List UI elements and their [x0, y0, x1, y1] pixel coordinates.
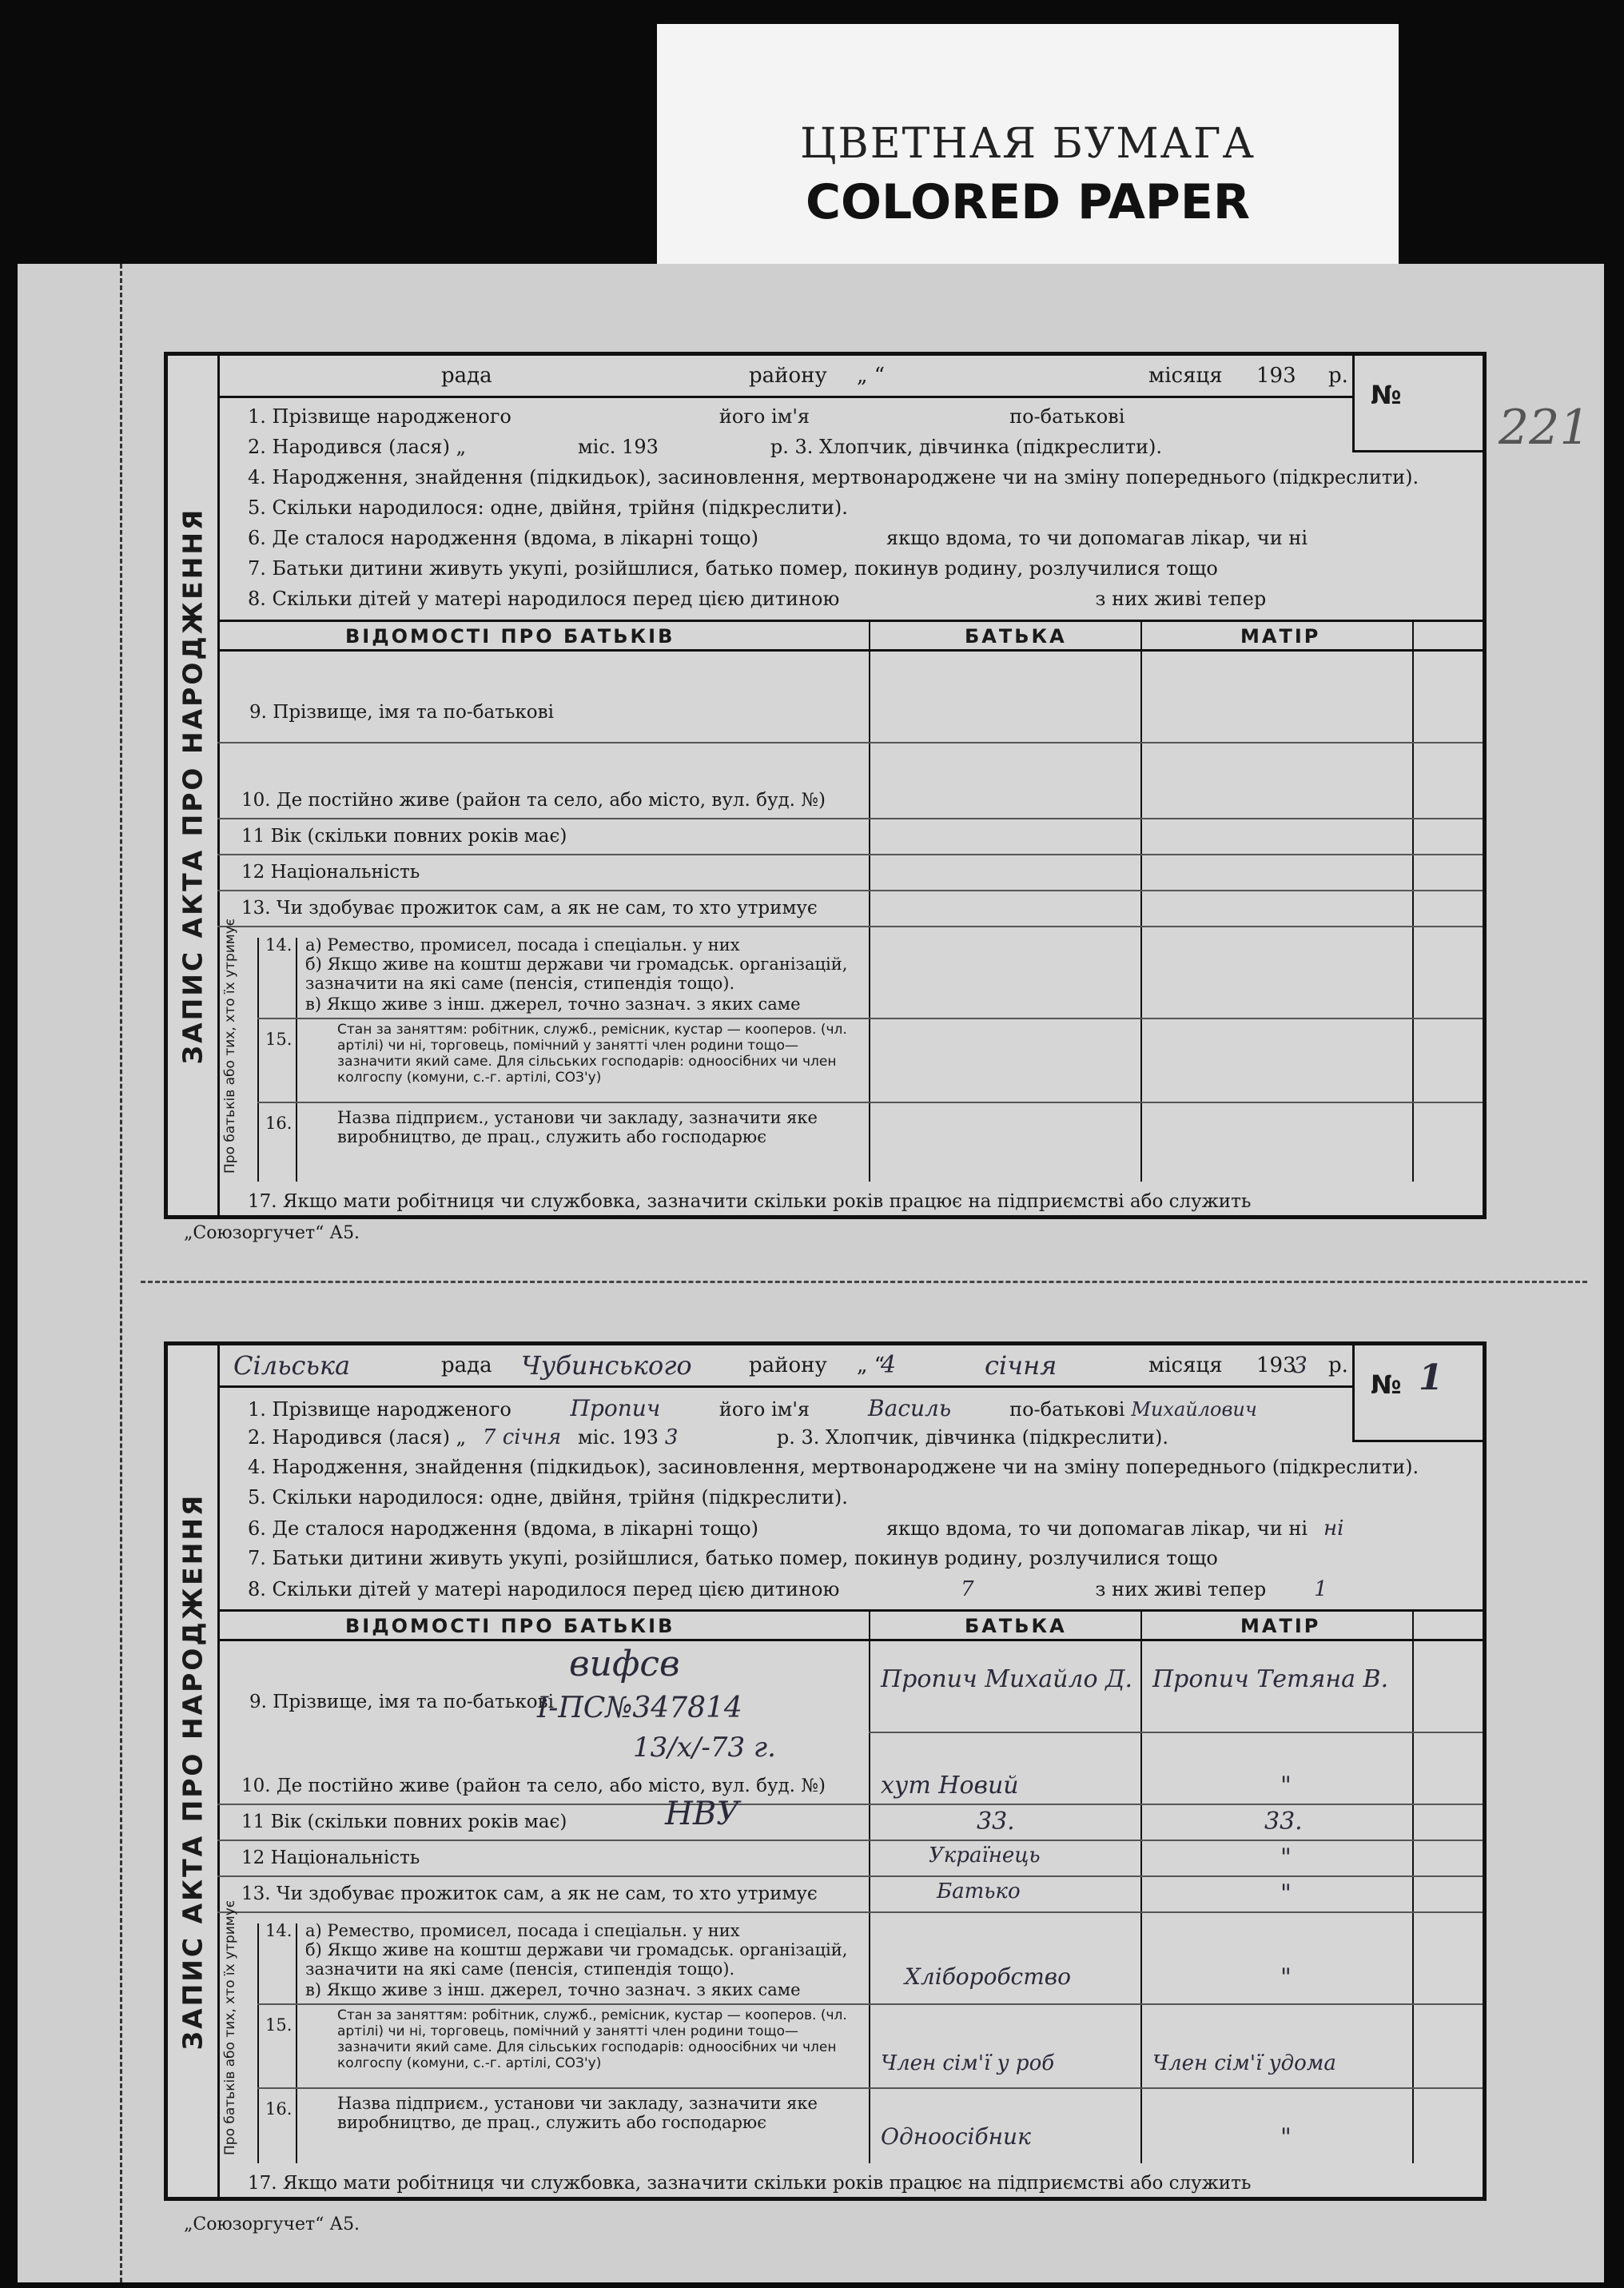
- colored-paper-label: [657, 24, 1399, 264]
- row15-num-2: 15.: [265, 2015, 293, 2035]
- birth-record-form-filled: [164, 1341, 1487, 2201]
- side-group-label-2: Про батьків або тих, хто їх утримує: [222, 1899, 238, 2155]
- header-quote-2: „ “: [857, 1353, 886, 1377]
- header-year: 193: [1256, 364, 1296, 388]
- hw-father-name: Пропич Михайло Д.: [881, 1665, 1133, 1693]
- fold-line: [141, 1281, 1587, 1283]
- row12-label-2: 12 Національність: [241, 1848, 420, 1868]
- row14c-2: в) Якщо живе з інш. джерел, точно зазнач. з яких саме: [305, 1980, 801, 1999]
- q8-2: 8. Скільки дітей у матері народилося перед цією дитиною 7 з них живі тепер 1: [248, 1577, 1327, 1601]
- form-sidebar: [168, 356, 220, 1215]
- number-sign: №: [1371, 380, 1402, 410]
- hw-mother-14: ": [1280, 1963, 1292, 1991]
- q4-2: 4. Народження, знайдення (підкидьок), засиновлення, мертвонароджене чи на зміну попереднього (підкреслити).: [248, 1456, 1419, 1478]
- q2-2: 2. Народився (лася) „ 7 січня міс. 193 3 р. 3. Хлопчик, дівчинка (підкреслити).: [248, 1425, 1168, 1449]
- q6-2: 6. Де сталося народження (вдома, в лікарні тощо) якщо вдома, то чи допомагав лікар, чи ні ні: [248, 1517, 1344, 1541]
- form-header: [217, 356, 1355, 398]
- hw-stamp-cert: I-ПС№347814: [537, 1692, 742, 1724]
- side-annotation: 221: [1499, 400, 1590, 456]
- row10-label-2: 10. Де постійно живе (район та село, або місто, вул. буд. №): [241, 1776, 826, 1796]
- hw-day: 4: [881, 1351, 897, 1379]
- header-rayon-2: району: [749, 1353, 827, 1377]
- hw-father-15: Член сім'ї у роб: [881, 2051, 1055, 2075]
- label-ru: ЦВЕТНАЯ БУМАГА: [800, 120, 1256, 168]
- hw-stamp-signature: НВУ: [665, 1796, 740, 1832]
- hw-rayon: Чубинського: [521, 1350, 692, 1381]
- hw-mother-address: ": [1280, 1772, 1292, 1800]
- publisher-imprint-2: „Союзоргучет“ А5.: [184, 2214, 360, 2234]
- col-father: БАТЬКА: [965, 625, 1067, 648]
- header-quote: „ “: [857, 364, 886, 388]
- sidebar-title: ЗАПИС АКТА ПРО НАРОДЖЕННЯ: [177, 507, 209, 1064]
- row17-label-2: 17. Якщо мати робітниця чи службовка, зазначити скільки років працює на підприємстві або служить: [248, 2173, 1252, 2194]
- col-info: ВІДОМОСТІ ПРО БАТЬКІВ: [345, 625, 675, 648]
- row14c: в) Якщо живе з інш. джерел, точно зазнач. з яких саме: [305, 995, 801, 1014]
- side-group-label: Про батьків або тих, хто їх утримує: [222, 918, 238, 1174]
- row14-num: 14.: [265, 935, 293, 955]
- hw-father-support: Батько: [937, 1879, 1021, 1903]
- hw-father-16: Одноосібник: [881, 2123, 1031, 2150]
- header-rada-2: рада: [441, 1353, 492, 1377]
- header-r-2: р.: [1328, 1353, 1348, 1377]
- row14b-2: б) Якщо живе на коштш держави чи громадськ. організацій, зазначити на які саме (пенсія, стипендія тощо).: [305, 1940, 848, 1979]
- row9-label: 9. Прізвище, імя та по-батькові: [249, 702, 554, 723]
- header-rada: рада: [441, 364, 492, 388]
- hw-stamp-date: 13/х/-73 г.: [633, 1732, 776, 1764]
- row14a-2: а) Ремество, промисел, посада і спеціальн. у них: [305, 1921, 740, 1940]
- q1: 1. Прізвище народженого його ім'я по-батькові: [248, 405, 1125, 428]
- row14a: а) Ремество, промисел, посада і спеціальн. у них: [305, 935, 740, 955]
- hw-father-nat: Українець: [929, 1844, 1041, 1867]
- hw-father-age: 33.: [977, 1808, 1015, 1836]
- row13-label: 13. Чи здобуває прожиток сам, а як не сам, то хто утримує: [241, 898, 818, 919]
- q2: 2. Народився (лася) „ міс. 193 р. 3. Хлопчик, дівчинка (підкреслити).: [248, 436, 1162, 458]
- q6: 6. Де сталося народження (вдома, в лікарні тощо) якщо вдома, то чи допомагав лікар, чи ні: [248, 527, 1308, 549]
- hw-year-suffix: 3: [1293, 1352, 1308, 1378]
- hw-father-address: хут Новий: [881, 1772, 1019, 1800]
- hw-father-14: Хліборобство: [905, 1963, 1071, 1990]
- q5-2: 5. Скільки народилося: одне, двійня, трійня (підкреслити).: [248, 1486, 848, 1509]
- row16-num-2: 16.: [265, 2099, 293, 2119]
- form-sidebar-2: [168, 1345, 220, 2197]
- birth-record-form-blank: [164, 352, 1487, 1219]
- row13-label-2: 13. Чи здобуває прожиток сам, а як не сам, то хто утримує: [241, 1883, 818, 1904]
- q7-2: 7. Батьки дитини живуть укупі, розійшлися, батько помер, покинув родину, розлучилися тощо: [248, 1547, 1218, 1569]
- row16-num: 16.: [265, 1114, 293, 1133]
- header-r: р.: [1328, 364, 1348, 388]
- q5: 5. Скільки народилося: одне, двійня, трійня (підкреслити).: [248, 496, 848, 519]
- hw-number: 1: [1419, 1357, 1443, 1398]
- col-mother-2: МАТІР: [1240, 1615, 1321, 1637]
- row16-2: Назва підприєм., установи чи закладу, зазначити яке виробництво, де прац., служить або господарює: [337, 2094, 818, 2132]
- number-sign-2: №: [1371, 1369, 1402, 1400]
- q4: 4. Народження, знайдення (підкидьок), засиновлення, мертвонароджене чи на зміну попереднього (підкреслити).: [248, 466, 1419, 488]
- col-mother: МАТІР: [1240, 625, 1321, 648]
- hw-mother-age: 33.: [1264, 1808, 1303, 1836]
- header-year-2: 193: [1256, 1353, 1296, 1377]
- parents-table-header: [217, 622, 1483, 652]
- row15-2: Стан за заняттям: робітник, служб., ремісник, кустар — кооперов. (чл. артілі) чи ні, торговець, помічний у занятті член родини тощо—зазначити який саме. Для сільських господарів: одноосібних чи член колгоспу (комуни, с.-г. артілі, СОЗ'у): [337, 2007, 847, 2071]
- record-number-box-2: [1352, 1345, 1483, 1442]
- row14-num-2: 14.: [265, 1921, 293, 1940]
- row11-label-2: 11 Вік (скільки повних років має): [241, 1812, 567, 1832]
- publisher-imprint-1: „Союзоргучет“ А5.: [184, 1223, 360, 1243]
- row11-label: 11 Вік (скільки повних років має): [241, 826, 567, 847]
- form-header-2: [217, 1345, 1355, 1388]
- sidebar-title-2: ЗАПИС АКТА ПРО НАРОДЖЕННЯ: [177, 1493, 209, 2050]
- hw-stamp-office: вифсв: [569, 1644, 680, 1684]
- col-father-2: БАТЬКА: [965, 1615, 1067, 1637]
- row15-num: 15.: [265, 1030, 293, 1049]
- hw-mother-name: Пропич Тетяна В.: [1152, 1665, 1389, 1693]
- q8: 8. Скільки дітей у матері народилося перед цією дитиною з них живі тепер: [248, 588, 1267, 610]
- hw-rada: Сільська: [233, 1350, 351, 1381]
- row15: Стан за заняттям: робітник, служб., ремісник, кустар — кооперов. (чл. артілі) чи ні, торговець, помічний у занятті член родини тощо—зазначити який саме. Для сільських господарів: одноосібних чи член колгоспу (комуни, с.-г. артілі, СОЗ'у): [337, 1022, 847, 1086]
- q7: 7. Батьки дитини живуть укупі, розійшлися, батько помер, покинув родину, розлучилися тощо: [248, 557, 1218, 580]
- row17-label: 17. Якщо мати робітниця чи службовка, зазначити скільки років працює на підприємстві або служить: [248, 1191, 1252, 1212]
- header-rayon: району: [749, 364, 827, 388]
- header-month: місяця: [1148, 364, 1223, 388]
- hw-mother-16: ": [1280, 2123, 1292, 2151]
- perforation-line: [120, 264, 122, 2282]
- row10-label: 10. Де постійно живе (район та село, або місто, вул. буд. №): [241, 790, 826, 811]
- parents-table-2: [217, 1609, 1483, 2163]
- hw-month: січня: [985, 1350, 1057, 1381]
- label-en: COLORED PAPER: [805, 174, 1251, 230]
- row9-label-2: 9. Прізвище, імя та по-батькові: [249, 1692, 554, 1712]
- hw-mother-nat: ": [1280, 1844, 1292, 1871]
- hw-mother-15: Член сім'ї удома: [1152, 2051, 1336, 2075]
- parents-table: [217, 620, 1483, 1182]
- col-info-2: ВІДОМОСТІ ПРО БАТЬКІВ: [345, 1615, 675, 1637]
- row12-label: 12 Національність: [241, 862, 420, 883]
- hw-mother-support: ": [1280, 1879, 1292, 1907]
- record-number-box: [1352, 356, 1483, 452]
- row14b: б) Якщо живе на коштш держави чи громадськ. організацій, зазначити на які саме (пенсія, стипендія тощо).: [305, 955, 848, 993]
- q1-2: 1. Прізвище народженого Пропич його ім'я Василь по-батькові Михайлович: [248, 1395, 1257, 1421]
- parents-table-header-2: [217, 1612, 1483, 1641]
- row16: Назва підприєм., установи чи закладу, зазначити яке виробництво, де прац., служить або господарює: [337, 1108, 818, 1146]
- header-month-2: місяця: [1148, 1353, 1223, 1377]
